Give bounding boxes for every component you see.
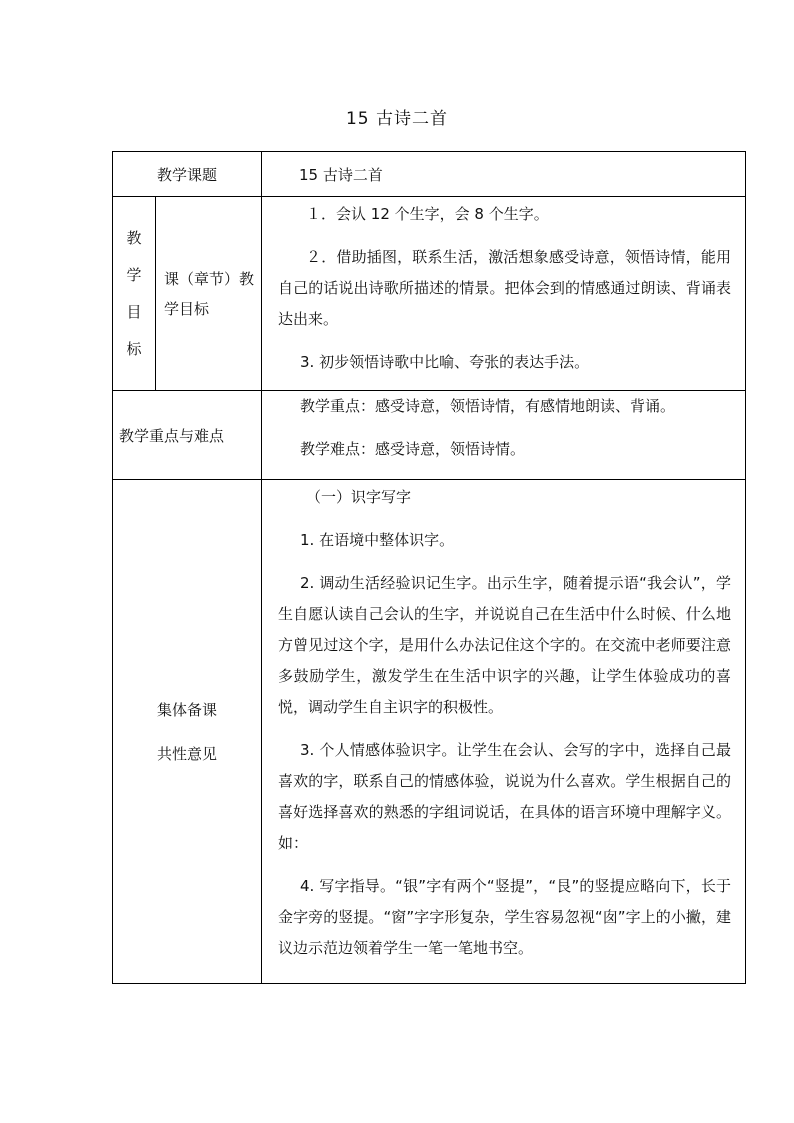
topic-label: 教学课题 <box>113 152 262 197</box>
topic-row <box>113 152 746 197</box>
prep-item: 3. 个人情感体验识字。让学生在会认、会写的字中，选择自己最喜欢的字，联系自己的情感体验，说说为什么喜欢。学生根据自己的喜好选择喜欢的熟悉的字组词说话，在具体的语言环境中理解字义。如： <box>278 741 732 852</box>
lesson-plan-table <box>112 151 746 984</box>
goals-content <box>262 197 746 391</box>
key-point-item: 教学难点：感受诗意，领悟诗情。 <box>300 440 526 458</box>
goals-row <box>113 197 746 391</box>
goal-item: ２．借助插图，联系生活，激活想象感受诗意，领悟诗情，能用自己的话说出诗歌所描述的情景。把体会到的情感通过朗读、背诵表达出来。 <box>278 248 732 328</box>
prep-label-line: 共性意见 <box>157 744 218 763</box>
goals-label-char: 标 <box>126 339 142 358</box>
prep-item: 4. 写字指导。“银”字有两个“竖提”，“艮”的竖提应略向下，长于金字旁的竖提。“窗”字字形复杂，学生容易忽视“囱”字上的小撇，建议边示范边领着学生一笔一笔地书空。 <box>278 877 732 957</box>
goals-label-char: 目 <box>126 302 142 321</box>
key-points-label: 教学重点与难点 <box>113 391 262 480</box>
topic-value: 15 古诗二首 <box>262 152 746 197</box>
key-points-row <box>113 391 746 480</box>
prep-item: 2. 调动生活经验识记生字。出示生字，随着提示语“我会认”，学生自愿认读自己会认的生字，并说说自己在生活中什么时候、什么地方曾见过这个字，是用什么办法记住这个字的。在交流中老师要注意多鼓励学生，激发学生在生活中识字的兴趣，让学生体验成功的喜悦，调动学生自主识字的积极性。 <box>278 574 732 716</box>
page-title: 15 古诗二首 <box>345 109 449 129</box>
goals-inner-label: 课（章节）教学目标 <box>156 197 262 391</box>
prep-item: 1. 在语境中整体识字。 <box>300 531 455 549</box>
key-point-item: 教学重点：感受诗意，领悟诗情，有感情地朗读、背诵。 <box>300 397 676 415</box>
prep-label-line: 集体备课 <box>157 700 218 719</box>
prep-heading: （一）识字写字 <box>306 488 412 506</box>
goal-item: 3. 初步领悟诗歌中比喻、夸张的表达手法。 <box>300 353 590 371</box>
goals-label-char: 教 <box>126 228 142 247</box>
goals-label-char: 学 <box>126 265 142 284</box>
prep-row <box>113 480 746 984</box>
goal-item: １．会认 12 个生字，会 8 个生字。 <box>306 205 549 223</box>
prep-label <box>113 480 262 984</box>
key-points-content <box>262 391 746 480</box>
goals-outer-label <box>113 197 156 391</box>
prep-content <box>262 480 746 984</box>
